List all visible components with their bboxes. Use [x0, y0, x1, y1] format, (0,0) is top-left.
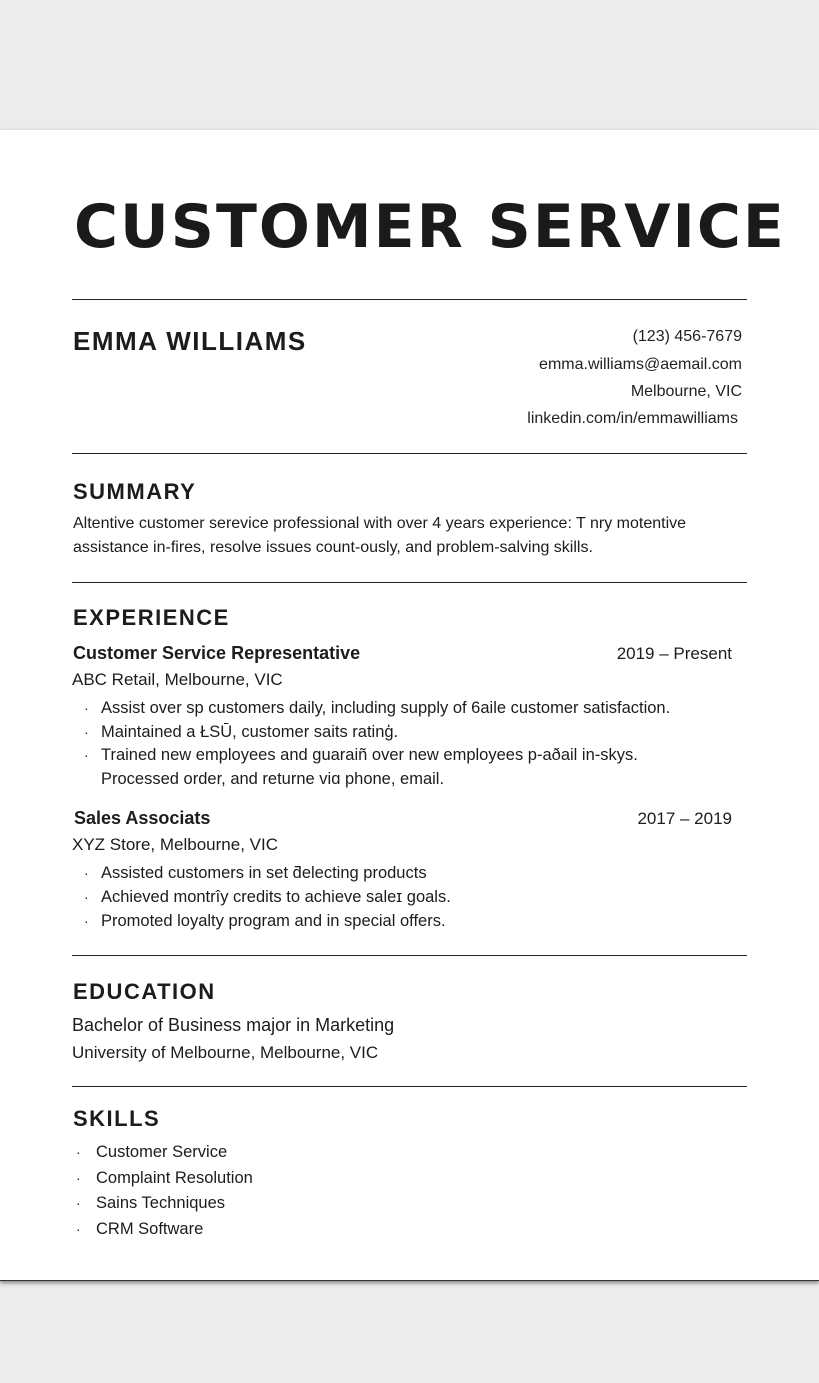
skill-item: Complaint Resolution [96, 1169, 253, 1187]
job-bullet: Promoted loyalty program and in special offers. [101, 912, 446, 930]
skill-item: Customer Service [96, 1143, 228, 1161]
job-title: Sales Associats [74, 808, 211, 828]
skill-item: Sains Techniques [96, 1194, 226, 1212]
job-title: Customer Service Representative [73, 643, 361, 663]
job-bullet: Assisted customers in set ƌelecting products [101, 864, 427, 882]
bullet-dot: · [84, 747, 89, 763]
summary-line: assistance in-fires, resolve issues count-ously, and problem-salving skills. [73, 539, 593, 556]
bullet-dot: · [84, 889, 89, 905]
divider [72, 582, 747, 583]
job-bullet: Assist over sp customers daily, including supply of 6aile customer satisfaction. [101, 699, 671, 717]
job-company: XYZ Store, Melbourne, VIC [72, 835, 278, 854]
education-school: University of Melbourne, Melbourne, VIC [72, 1043, 379, 1062]
resume-page [0, 130, 819, 1281]
bullet-dot: · [76, 1221, 81, 1237]
summary-line: Altentive customer serevice professional with over 4 years experience: T nry motentive [73, 515, 687, 532]
contact-location: Melbourne, VIC [630, 383, 742, 400]
contact-linkedin: linkedin.com/in/emmawilliams [527, 410, 738, 427]
job-bullet-continuation: Processed order, and returne viɑ phone, email. [101, 770, 445, 788]
education-degree: Bachelor of Business major in Marketing [72, 1015, 395, 1035]
bullet-dot: · [76, 1144, 81, 1160]
bullet-dot: · [84, 865, 89, 881]
section-heading-education: EDUCATION [73, 979, 216, 1004]
bullet-dot: · [84, 913, 89, 929]
contact-phone: (123) 456-7679 [632, 328, 742, 345]
skill-item: CRM Software [96, 1220, 204, 1238]
job-dates: 2017 – 2019 [637, 809, 732, 828]
bullet-dot: · [76, 1170, 81, 1186]
bullet-dot: · [84, 700, 89, 716]
job-bullet: Maintained a ŁSŪ, customer saits ratinģ. [101, 723, 399, 741]
section-heading-summary: SUMMARY [73, 479, 197, 504]
divider [72, 299, 747, 300]
job-bullet: Achieved montrîy credits to achieve saleɪ goals. [101, 888, 451, 906]
divider [72, 1086, 747, 1087]
job-dates: 2019 – Present [616, 644, 732, 663]
section-heading-experience: EXPERIENCE [73, 605, 230, 630]
job-company: ABC Retail, Melbourne, VIC [72, 670, 283, 689]
section-heading-skills: SKILLS [73, 1106, 161, 1131]
divider [72, 453, 747, 454]
resume-title: CUSTOMER SERVICE [74, 192, 786, 262]
candidate-name: EMMA WILLIAMS [73, 326, 307, 356]
job-bullet: Trained new employees and guaraiñ over new employees p-aðail in-skys. [101, 746, 638, 764]
bullet-dot: · [76, 1195, 81, 1211]
divider [72, 955, 747, 956]
contact-email: emma.williams@aemail.com [539, 356, 742, 373]
bullet-dot: · [84, 724, 89, 740]
